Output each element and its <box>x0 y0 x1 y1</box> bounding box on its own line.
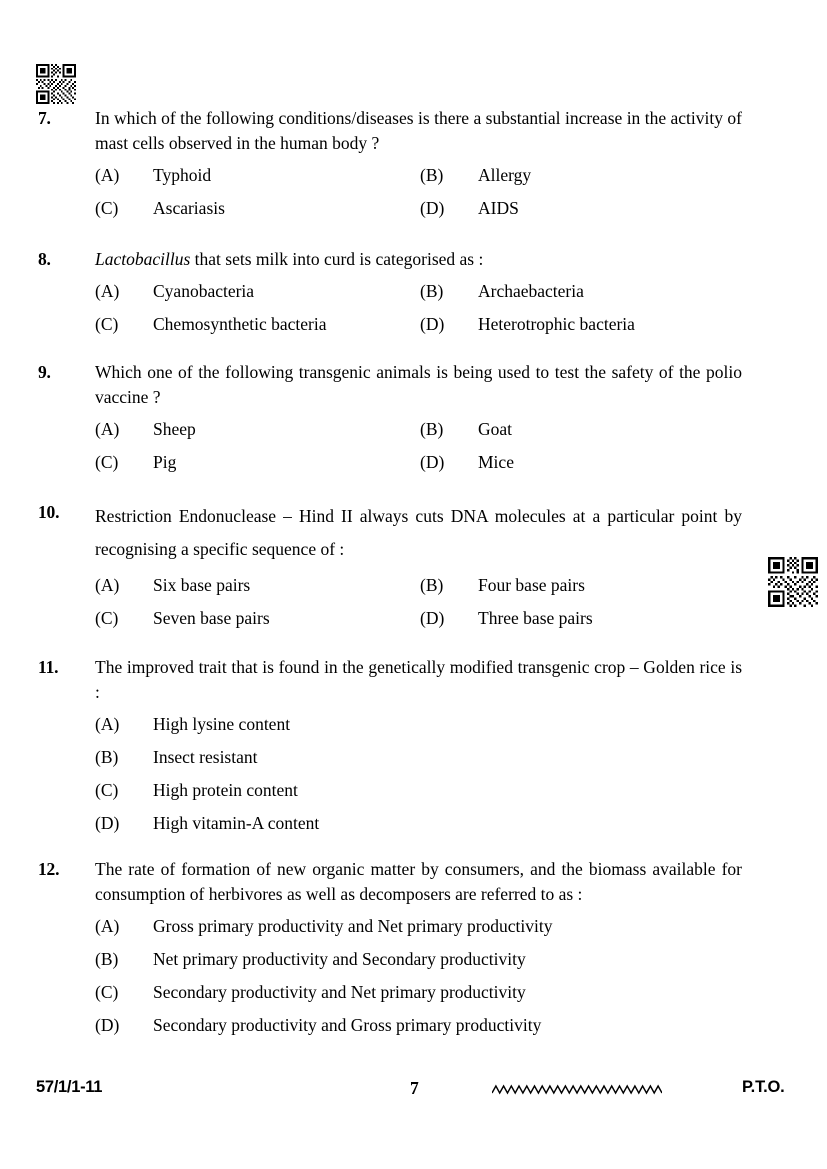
option-label: (B) <box>95 949 119 969</box>
option-row <box>95 914 742 939</box>
question-text-line: biomass available for consumption of herbivores as well as decomposers <box>95 859 742 904</box>
option-label: (A) <box>95 916 120 936</box>
question-text-italic: Lactobacillus <box>95 249 191 269</box>
paper-code: 57/1/1-11 <box>36 1078 103 1096</box>
option-label: (A) <box>95 281 120 301</box>
option-label: (B) <box>420 575 444 595</box>
option-label: (B) <box>420 419 444 439</box>
option-text: Secondary productivity and Net primary productivity <box>153 982 526 1002</box>
question-text-line: are referred to as : <box>455 884 583 904</box>
option-row <box>95 1013 742 1038</box>
option-c[interactable] <box>95 312 420 337</box>
option-text: Insect resistant <box>153 747 258 767</box>
option-c[interactable] <box>95 450 420 475</box>
option-text: Allergy <box>478 165 532 185</box>
question-number: 9. <box>38 362 51 382</box>
options-list <box>95 573 742 631</box>
option-row <box>95 778 742 803</box>
option-text: Cyanobacteria <box>153 281 255 301</box>
question-number: 11. <box>38 657 59 677</box>
option-text: Three base pairs <box>478 608 593 628</box>
question-text-rest: that sets milk into curd is categorised as : <box>190 249 484 269</box>
option-text: Secondary productivity and Gross primary productivity <box>153 1015 542 1035</box>
option-row <box>95 163 742 188</box>
page-number: 7 <box>410 1078 419 1098</box>
question-text-line: Restriction Endonuclease – Hind II always cuts DNA molecules at a <box>95 506 601 526</box>
option-text: Seven base pairs <box>153 608 270 628</box>
option-d[interactable] <box>95 1013 541 1038</box>
option-text: Pig <box>153 452 177 472</box>
option-text: Ascariasis <box>153 198 225 218</box>
question-text <box>95 500 742 566</box>
option-a[interactable] <box>95 279 420 304</box>
option-text: Six base pairs <box>153 575 251 595</box>
option-label: (C) <box>95 780 119 800</box>
page-footer <box>0 1078 827 1112</box>
option-row <box>95 980 742 1005</box>
question-11 <box>0 655 827 836</box>
option-label: (A) <box>95 419 120 439</box>
option-a[interactable] <box>95 163 420 188</box>
option-text: Net primary productivity and Secondary productivity <box>153 949 526 969</box>
options-list <box>95 712 742 836</box>
options-list <box>95 279 742 337</box>
option-label: (A) <box>95 575 120 595</box>
option-label: (D) <box>420 198 445 218</box>
option-d[interactable] <box>420 312 742 337</box>
option-row <box>95 196 742 221</box>
option-b[interactable] <box>420 573 742 598</box>
spacer <box>0 631 827 655</box>
question-text-line: safety of the polio vaccine ? <box>95 362 742 407</box>
question-text-line: Which one of the following transgenic animals is being used to test the <box>95 362 606 382</box>
option-label: (C) <box>95 982 119 1002</box>
question-number: 10. <box>38 502 60 522</box>
spacer <box>0 337 827 360</box>
option-b[interactable] <box>95 947 526 972</box>
option-a[interactable] <box>95 712 290 737</box>
option-label: (D) <box>95 813 120 833</box>
option-c[interactable] <box>95 606 420 631</box>
question-text <box>95 106 742 156</box>
option-text: Heterotrophic bacteria <box>478 314 635 334</box>
questions-container <box>0 106 827 1038</box>
option-d[interactable] <box>420 196 742 221</box>
option-text: Mice <box>478 452 514 472</box>
option-text: Gross primary productivity and Net primary productivity <box>153 916 553 936</box>
zigzag-wave-mark-icon <box>492 1082 662 1098</box>
question-10 <box>0 500 827 631</box>
option-b[interactable] <box>420 279 742 304</box>
qr-code-icon-top <box>36 64 76 104</box>
question-text-line: The rate of formation of new organic matter by consumers, and the <box>95 859 583 879</box>
question-text-line: In which of the following conditions/diseases is there a substantial <box>95 108 561 128</box>
option-d[interactable] <box>420 606 742 631</box>
option-c[interactable] <box>95 980 526 1005</box>
option-text: Chemosynthetic bacteria <box>153 314 327 334</box>
question-12 <box>0 857 827 1038</box>
option-row <box>95 450 742 475</box>
option-label: (C) <box>95 198 119 218</box>
spacer <box>0 475 827 500</box>
option-row <box>95 745 742 770</box>
option-text: Four base pairs <box>478 575 585 595</box>
option-row <box>95 606 742 631</box>
options-list <box>95 914 742 1038</box>
option-a[interactable] <box>95 914 553 939</box>
option-label: (B) <box>95 747 119 767</box>
question-8 <box>0 247 827 337</box>
option-row <box>95 712 742 737</box>
options-list <box>95 163 742 221</box>
question-9 <box>0 360 827 475</box>
question-text-line: crop – Golden rice is : <box>95 657 743 702</box>
option-d[interactable] <box>420 450 742 475</box>
question-7 <box>0 106 827 221</box>
option-label: (B) <box>420 281 444 301</box>
option-label: (D) <box>95 1015 120 1035</box>
option-a[interactable] <box>95 417 420 442</box>
option-row <box>95 947 742 972</box>
question-number: 7. <box>38 108 51 128</box>
spacer <box>0 836 827 857</box>
question-text-line: particular point by recognising a specific sequence of : <box>95 506 742 559</box>
question-number: 12. <box>38 859 60 879</box>
option-row <box>95 279 742 304</box>
option-b[interactable] <box>420 163 742 188</box>
option-c[interactable] <box>95 196 420 221</box>
option-label: (D) <box>420 608 445 628</box>
option-row <box>95 312 742 337</box>
question-text <box>95 247 742 272</box>
option-label: (D) <box>420 314 445 334</box>
option-b[interactable] <box>420 417 742 442</box>
option-label: (B) <box>420 165 444 185</box>
option-d[interactable] <box>95 811 319 836</box>
option-label: (C) <box>95 608 119 628</box>
question-text <box>95 857 742 907</box>
option-label: (C) <box>95 452 119 472</box>
question-number: 8. <box>38 249 51 269</box>
option-b[interactable] <box>95 745 257 770</box>
option-label: (C) <box>95 314 119 334</box>
option-text: AIDS <box>478 198 519 218</box>
option-label: (D) <box>420 452 445 472</box>
options-list <box>95 417 742 475</box>
question-text <box>95 655 742 705</box>
option-c[interactable] <box>95 778 298 803</box>
option-row <box>95 417 742 442</box>
option-text: High vitamin-A content <box>153 813 320 833</box>
option-text: Sheep <box>153 419 196 439</box>
option-text: High lysine content <box>153 714 291 734</box>
question-text-line: The improved trait that is found in the genetically modified transgenic <box>95 657 590 677</box>
pto-label: P.T.O. <box>742 1078 785 1096</box>
option-text: Typhoid <box>153 165 212 185</box>
option-label: (A) <box>95 714 120 734</box>
question-text-line: increase in the activity of mast cells observed in the human body ? <box>95 108 743 153</box>
option-row <box>95 573 742 598</box>
question-text <box>95 360 742 410</box>
option-text: Goat <box>478 419 513 439</box>
option-text: High protein content <box>153 780 298 800</box>
option-row <box>95 811 742 836</box>
spacer <box>0 221 827 247</box>
option-label: (A) <box>95 165 120 185</box>
option-a[interactable] <box>95 573 420 598</box>
option-text: Archaebacteria <box>478 281 584 301</box>
